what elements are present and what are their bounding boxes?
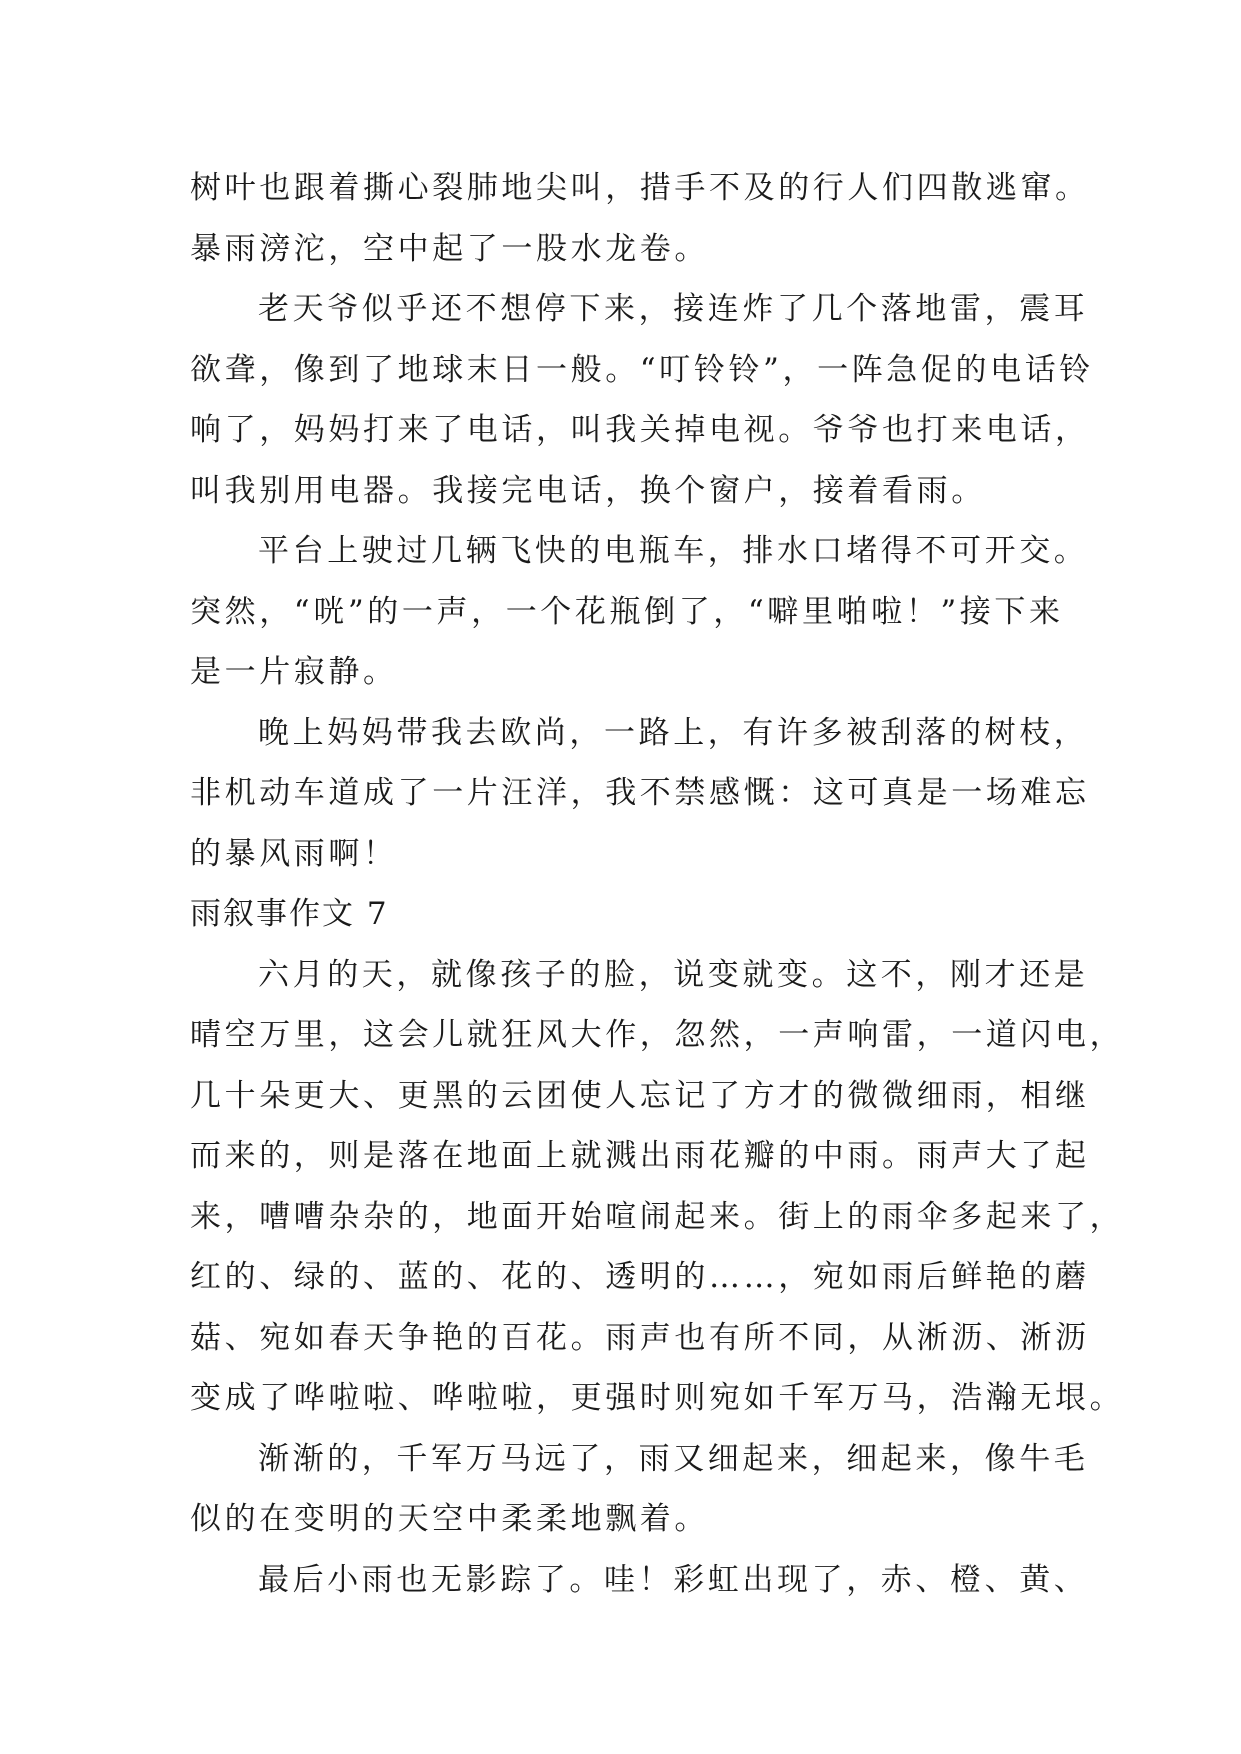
text-line: 叫我别用电器。我接完电话，换个窗户，接着看雨。 xyxy=(190,472,986,509)
text-line: 红的、绿的、蓝的、花的、透明的……，宛如雨后鲜艳的蘑 xyxy=(190,1259,1090,1295)
text-line: 变成了哗啦啦、哗啦啦，更强时则宛如千军万马，浩瀚无垠。 xyxy=(190,1380,1125,1416)
text-line: 暴雨滂沱，空中起了一股水龙卷。 xyxy=(190,230,709,267)
text-line: 的暴风雨啊！ xyxy=(190,835,398,872)
text-line: 老天爷似乎还不想停下来，接连炸了几个落地雷，震耳 xyxy=(258,291,1089,327)
text-line: 似的在变明的天空中柔柔地飘着。 xyxy=(190,1501,709,1537)
text-line: 渐渐的，千军万马远了，雨又细起来，细起来，像牛毛 xyxy=(258,1440,1089,1477)
text-line: 晴空万里，这会儿就狂风大作，忽然，一声响雷，一道闪电， xyxy=(190,1017,1125,1053)
text-line: 是一片寂静。 xyxy=(190,654,398,690)
text-line: 几十朵更大、更黑的云团使人忘记了方才的微微细雨，相继 xyxy=(190,1077,1090,1114)
text-line: 而来的，则是落在地面上就溅出雨花瓣的中雨。雨声大了起 xyxy=(190,1138,1090,1174)
text-line: 菇、宛如春天争艳的百花。雨声也有所不同，从淅沥、淅沥 xyxy=(190,1319,1090,1356)
text-line: 晚上妈妈带我去欧尚，一路上，有许多被刮落的树枝， xyxy=(258,714,1089,751)
text-line: 树叶也跟着撕心裂肺地尖叫，措手不及的行人们四散逃窜。 xyxy=(190,170,1090,206)
text-line: 最后小雨也无影踪了。哇！彩虹出现了，赤、橙、黄、 xyxy=(258,1561,1089,1598)
text-line: 响了，妈妈打来了电话，叫我关掉电视。爷爷也打来电话， xyxy=(190,412,1090,448)
text-line: 突然，“咣”的一声，一个花瓶倒了，“噼里啪啦！”接下来 xyxy=(190,593,1064,630)
text-line: 平台上驶过几辆飞快的电瓶车，排水口堵得不可开交。 xyxy=(258,533,1089,569)
section-heading: 雨叙事作文 7 xyxy=(190,896,389,932)
text-line: 六月的天，就像孩子的脸，说变就变。这不，刚才还是 xyxy=(258,956,1089,993)
text-line: 非机动车道成了一片汪洋，我不禁感慨：这可真是一场难忘 xyxy=(190,775,1090,811)
essay-text xyxy=(190,158,1125,1610)
text-line: 来，嘈嘈杂杂的，地面开始喧闹起来。街上的雨伞多起来了， xyxy=(190,1198,1125,1235)
text-line: 欲聋，像到了地球末日一般。“叮铃铃”，一阵急促的电话铃 xyxy=(190,351,1094,388)
